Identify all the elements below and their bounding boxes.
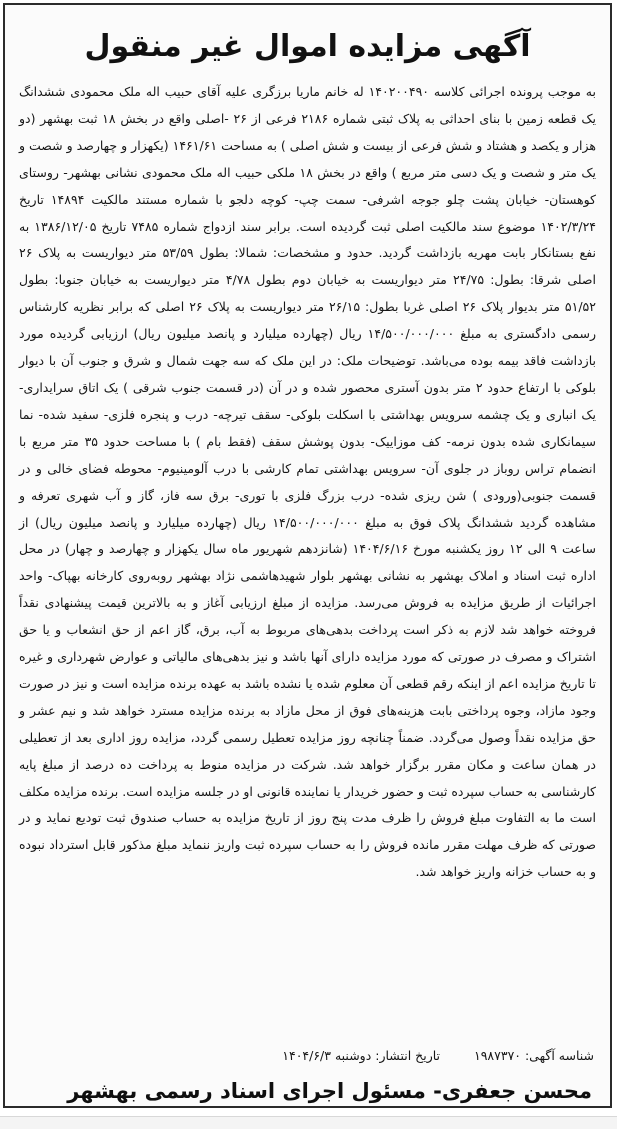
notice-title: آگهی مزایده اموال غیر منقول	[84, 29, 531, 64]
signature-line: محسن جعفری- مسئول اجرای اسناد رسمی بهشهر	[67, 1079, 592, 1103]
notice-meta-line	[21, 1045, 594, 1067]
notice-frame	[3, 3, 612, 1108]
notice-body: به موجب پرونده اجرائی کلاسه ۱۴۰۲۰۰۴۹۰ له خانم ماریا برزگری علیه آقای حبیب اله ملک محمودی ششدانگ یک قطعه زمین با بنای احداثی به پلاک ثبتی شماره ۲۱۸۶ فرعی از ۲۶ -اصلی واقع در بخش ۱۸ ثبت بهشهر (دو هزار و یکصد و هشتاد و شش فرعی از بیست و شش اصلی ) به مساحت ۱۴۶۱/۶۱ (یکهزار و چهارصد و شصت و یک متر و شصت و یک دسی متر مربع ) واقع در بخش ۱۸ ملکی حبیب اله ملک محمودی نشانی بهشهر- روستای کوهستان- خیابان پشت چلو جوجه اشرفی- سمت چپ- کوچه دلجو با شماره مستند مالکیت ۱۴۸۹۴ تاریخ ۱۴۰۲/۳/۲۴ موضوع سند مالکیت اصلی ثبت گردیده است. برابر سند ازدواج شماره ۷۴۸۵ تاریخ ۱۳۸۶/۱۲/۰۵ به نفع بستانکار بابت مهریه بازداشت گردید. حدود و مشخصات: شمالا: بطول ۵۳/۵۹ متر دیواریست به پلاک ۲۶ اصلی شرقا: بطول: ۲۴/۷۵ متر دیواریست به خیابان دوم بطول ۴/۷۸ متر دیواریست به خیابان جنوبا: بطول ۵۱/۵۲ متر بدیوار پلاک ۲۶ اصلی غربا بطول: ۲۶/۱۵ متر دیواریست به پلاک ۲۶ اصلی که برابر نظریه کارشناس رسمی دادگستری به مبلغ ۱۴/۵۰۰/۰۰۰/۰۰۰ ریال (چهارده میلیارد و پانصد میلیون ریال) ارزیابی گردیده مورد بازداشت فاقد بیمه بوده می‌باشد. توضیحات ملک: در این ملک که سه جهت شمال و شرق و جنوب آن با دیوار بلوکی با ارتفاع حدود ۲ متر بدون آستری محصور شده و در آن (در قسمت جنوب شرقی ) یک اتاق سرایداری- یک انباری و یک چشمه سرویس بهداشتی با اسکلت بلوکی- سقف تیرچه- درب و پنجره فلزی- سفید شده- نما سیمانکاری شده بدون نرمه- کف موزاییک- بدون پوشش سقف (فقط بام ) با مساحت حدود ۳۵ متر مربع با انضمام تراس روباز در جلوی آن- سرویس بهداشتی تمام کارشی با درب آلومینیوم- محوطه فضای خالی و در قسمت جنوبی(ورودی ) شن ریزی شده- درب بزرگ فلزی با توری- برق سه فاز، گاز و آب شهری تعرفه و مشاهده گردید ششدانگ پلاک فوق به مبلغ ۱۴/۵۰۰/۰۰۰/۰۰۰ ریال (چهارده میلیارد و پانصد میلیون ریال) از ساعت ۹ الی ۱۲ روز یکشنبه مورخ ۱۴۰۴/۶/۱۶ (شانزدهم شهریور ماه سال یکهزار و چهارصد و چهار) در محل اداره ثبت اسناد و املاک بهشهر به نشانی بهشهر بلوار شهیدهاشمی نژاد بهشهر روبه‌روی کارخانه بهپاک- واحد اجرائیات از طریق مزایده به فروش می‌رسد. مزایده از مبلغ ارزیابی آغاز و به بالاترین قیمت پیشنهادی نقداً فروخته خواهد شد لازم به ذکر است پرداخت بدهی‌های مربوط به آب، برق، گاز اعم از حق انشعاب و یا حق اشتراک و مصرف در صورتی که مورد مزایده دارای آنها باشد و نیز بدهی‌های مالیاتی و عوارض شهرداری و غیره تا تاریخ مزایده اعم از اینکه رقم قطعی آن معلوم شده یا نشده باشد به عهده برنده مزایده است و نیز در صورت وجود مازاد، وجوه پرداختی بابت هزینه‌های فوق از محل مازاد به برنده مزایده مسترد خواهد شد و نیم عشر و حق مزایده نقداً وصول می‌گردد. ضمناً چنانچه روز مزایده تعطیل رسمی گردد، مزایده روز اداری بعد از تعطیلی در همان ساعت و مکان مقرر برگزار خواهد شد. شرکت در مزایده منوط به پرداخت ده درصد از مبلغ پایه کارشناسی به حساب سپرده ثبت و حضور خریدار یا نماینده قانونی او در جلسه مزایده است. برنده مزایده مکلف است ما به التفاوت مبلغ فروش را ظرف مدت پنج روز از تاریخ مزایده به حساب صندوق ثبت تودیع نماید و در صورتی که ظرف مهلت مقرر مانده فروش را به حساب سپرده ثبت واریز ننماید مبلغ مذکور قابل استرداد نبوده و به حساب خزانه واریز خواهد شد.	[19, 84, 597, 880]
notice-id: شناسه آگهی: ۱۹۸۷۳۷۰	[474, 1048, 594, 1063]
publish-date: تاریخ انتشار: دوشنبه ۱۴۰۴/۶/۳	[282, 1048, 441, 1063]
page-bottom-edge	[0, 1116, 617, 1129]
